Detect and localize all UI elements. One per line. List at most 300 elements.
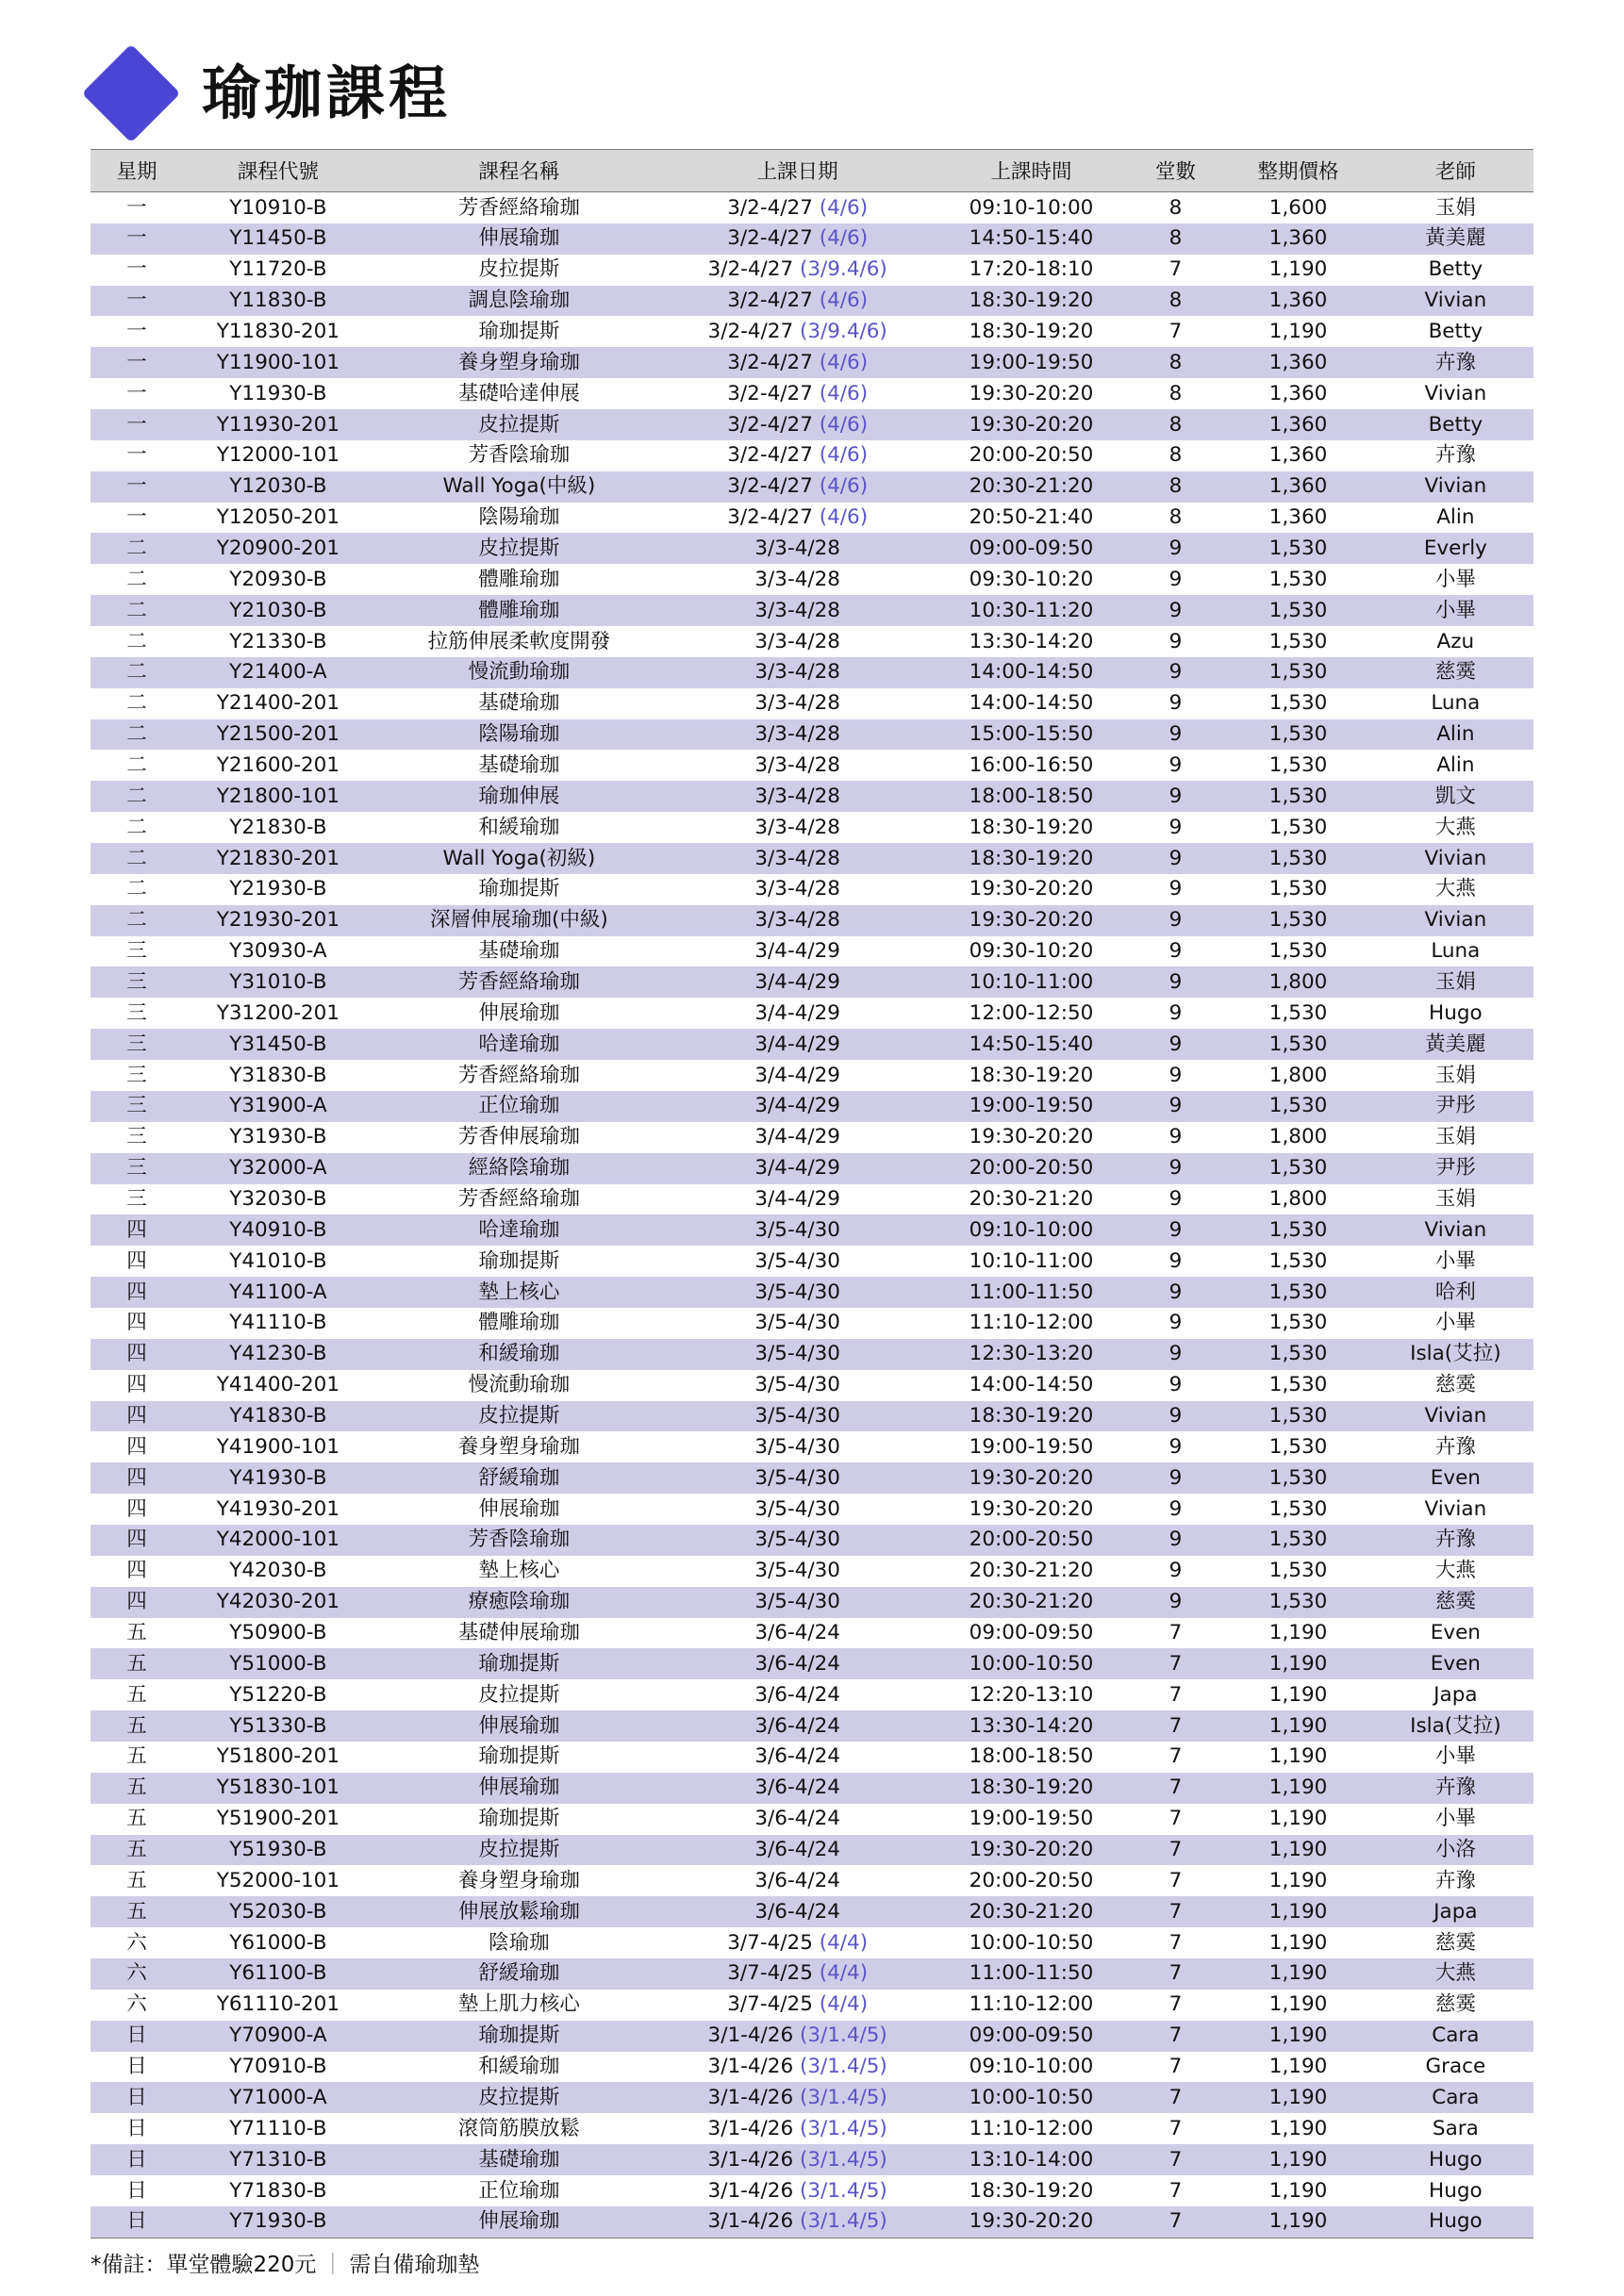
cell-time: 12:30-13:20 bbox=[930, 1339, 1132, 1370]
cell-count: 9 bbox=[1133, 1091, 1219, 1122]
date-range: 3/2-4/27 bbox=[727, 350, 813, 374]
cell-day: 一 bbox=[91, 503, 183, 534]
date-exception-note: (3/9.4/6) bbox=[793, 319, 887, 343]
cell-code: Y51830-101 bbox=[183, 1773, 373, 1804]
cell-teacher: 卉豫 bbox=[1378, 1525, 1533, 1556]
cell-date bbox=[665, 966, 931, 998]
cell-price: 1,190 bbox=[1218, 2021, 1377, 2052]
table-row bbox=[91, 657, 1533, 688]
cell-teacher: 黃美麗 bbox=[1378, 1029, 1533, 1060]
cell-count: 9 bbox=[1133, 874, 1219, 905]
cell-name: 芳香陰瑜珈 bbox=[373, 1525, 665, 1556]
cell-teacher: Hugo bbox=[1378, 2206, 1533, 2238]
cell-price: 1,800 bbox=[1218, 1060, 1377, 1091]
table-row bbox=[91, 255, 1533, 286]
column-header-code: 課程代號 bbox=[183, 150, 373, 192]
cell-count: 9 bbox=[1133, 812, 1219, 843]
table-row bbox=[91, 1370, 1533, 1401]
date-range: 3/5-4/30 bbox=[754, 1248, 840, 1273]
cell-price: 1,190 bbox=[1218, 255, 1377, 286]
cell-day: 二 bbox=[91, 781, 183, 812]
date-range: 3/3-4/28 bbox=[754, 877, 840, 901]
cell-count: 9 bbox=[1133, 966, 1219, 998]
date-range: 3/3-4/28 bbox=[754, 536, 840, 560]
date-range: 3/5-4/30 bbox=[754, 1311, 840, 1335]
date-range: 3/4-4/29 bbox=[754, 939, 840, 964]
cell-time: 19:30-20:20 bbox=[930, 1835, 1132, 1866]
cell-code: Y41930-B bbox=[183, 1462, 373, 1494]
page-title: 瑜珈課程 bbox=[202, 58, 452, 127]
date-range: 3/7-4/25 bbox=[727, 1992, 813, 2017]
cell-code: Y11450-B bbox=[183, 223, 373, 255]
date-range: 3/5-4/30 bbox=[754, 1404, 840, 1429]
cell-code: Y71000-A bbox=[183, 2082, 373, 2113]
cell-name: 伸展瑜珈 bbox=[373, 2206, 665, 2238]
cell-price: 1,530 bbox=[1218, 1431, 1377, 1462]
cell-day: 日 bbox=[91, 2144, 183, 2175]
table-row bbox=[91, 1401, 1533, 1432]
date-range: 3/3-4/28 bbox=[754, 598, 840, 622]
cell-day: 二 bbox=[91, 812, 183, 843]
cell-date bbox=[665, 471, 931, 503]
cell-time: 18:30-19:20 bbox=[930, 1401, 1132, 1432]
cell-name: 養身塑身瑜珈 bbox=[373, 1431, 665, 1462]
table-row bbox=[91, 503, 1533, 534]
cell-code: Y30930-A bbox=[183, 936, 373, 967]
table-body bbox=[91, 192, 1533, 2238]
cell-price: 1,190 bbox=[1218, 1896, 1377, 1927]
cell-code: Y51900-201 bbox=[183, 1804, 373, 1835]
cell-price: 1,530 bbox=[1218, 1308, 1377, 1339]
cell-day: 三 bbox=[91, 966, 183, 998]
date-exception-note: (3/1.4/5) bbox=[793, 2116, 887, 2140]
date-range: 3/3-4/28 bbox=[754, 660, 840, 685]
cell-teacher: Alin bbox=[1378, 750, 1533, 781]
cell-time: 20:30-21:20 bbox=[930, 471, 1132, 503]
footnote-left: *備註：單堂體驗220元 bbox=[91, 2252, 317, 2277]
cell-teacher: 小畢 bbox=[1378, 1246, 1533, 1277]
cell-date bbox=[665, 533, 931, 564]
table-row bbox=[91, 812, 1533, 843]
cell-name: 療癒陰瑜珈 bbox=[373, 1587, 665, 1618]
cell-count: 7 bbox=[1133, 255, 1219, 286]
table-header-row bbox=[91, 150, 1533, 192]
table-row bbox=[91, 409, 1533, 440]
cell-count: 7 bbox=[1133, 2144, 1219, 2175]
cell-count: 9 bbox=[1133, 688, 1219, 719]
cell-time: 10:00-10:50 bbox=[930, 1927, 1132, 1958]
cell-count: 9 bbox=[1133, 657, 1219, 688]
cell-time: 19:30-20:20 bbox=[930, 874, 1132, 905]
date-range: 3/1-4/26 bbox=[707, 2147, 794, 2172]
cell-date bbox=[665, 812, 931, 843]
cell-date bbox=[665, 874, 931, 905]
cell-time: 14:00-14:50 bbox=[930, 1370, 1132, 1401]
cell-count: 7 bbox=[1133, 1990, 1219, 2021]
cell-code: Y20900-201 bbox=[183, 533, 373, 564]
cell-price: 1,530 bbox=[1218, 1091, 1377, 1122]
date-range: 3/2-4/27 bbox=[727, 412, 813, 437]
cell-name: 墊上肌力核心 bbox=[373, 1990, 665, 2021]
date-exception-note: (4/6) bbox=[812, 350, 869, 374]
cell-count: 9 bbox=[1133, 1401, 1219, 1432]
cell-price: 1,360 bbox=[1218, 440, 1377, 471]
cell-count: 9 bbox=[1133, 533, 1219, 564]
cell-code: Y41110-B bbox=[183, 1308, 373, 1339]
date-range: 3/6-4/24 bbox=[754, 1744, 840, 1769]
cell-price: 1,800 bbox=[1218, 966, 1377, 998]
cell-price: 1,190 bbox=[1218, 1710, 1377, 1742]
date-range: 3/2-4/27 bbox=[727, 289, 813, 313]
cell-code: Y71930-B bbox=[183, 2206, 373, 2238]
table-row bbox=[91, 998, 1533, 1029]
table-row bbox=[91, 1710, 1533, 1742]
cell-time: 19:30-20:20 bbox=[930, 1462, 1132, 1494]
cell-teacher: 小畢 bbox=[1378, 595, 1533, 626]
cell-name: 伸展瑜珈 bbox=[373, 223, 665, 255]
date-range: 3/2-4/27 bbox=[727, 195, 813, 220]
cell-date bbox=[665, 192, 931, 223]
cell-day: 四 bbox=[91, 1587, 183, 1618]
cell-count: 9 bbox=[1133, 1122, 1219, 1153]
cell-name: 皮拉提斯 bbox=[373, 1835, 665, 1866]
cell-code: Y11830-B bbox=[183, 286, 373, 317]
cell-price: 1,530 bbox=[1218, 688, 1377, 719]
page-header bbox=[91, 58, 1533, 128]
cell-count: 7 bbox=[1133, 316, 1219, 347]
column-header-time: 上課時間 bbox=[930, 150, 1132, 192]
cell-date bbox=[665, 1896, 931, 1927]
cell-count: 9 bbox=[1133, 1184, 1219, 1215]
table-row bbox=[91, 1648, 1533, 1679]
cell-time: 19:00-19:50 bbox=[930, 347, 1132, 378]
cell-price: 1,800 bbox=[1218, 1122, 1377, 1153]
cell-count: 9 bbox=[1133, 1214, 1219, 1246]
table-row bbox=[91, 1122, 1533, 1153]
date-range: 3/3-4/28 bbox=[754, 752, 840, 777]
cell-price: 1,600 bbox=[1218, 192, 1377, 223]
date-exception-note: (3/1.4/5) bbox=[793, 2055, 887, 2079]
cell-count: 8 bbox=[1133, 192, 1219, 223]
cell-day: 四 bbox=[91, 1462, 183, 1494]
cell-code: Y31200-201 bbox=[183, 998, 373, 1029]
cell-teacher: 慈霙 bbox=[1378, 1587, 1533, 1618]
date-range: 3/2-4/27 bbox=[727, 443, 813, 468]
cell-code: Y51930-B bbox=[183, 1835, 373, 1866]
cell-date bbox=[665, 1339, 931, 1370]
cell-teacher: 慈霙 bbox=[1378, 1990, 1533, 2021]
cell-date bbox=[665, 1494, 931, 1525]
cell-day: 一 bbox=[91, 255, 183, 286]
cell-count: 8 bbox=[1133, 503, 1219, 534]
cell-time: 13:30-14:20 bbox=[930, 626, 1132, 657]
table-row bbox=[91, 1029, 1533, 1060]
cell-count: 9 bbox=[1133, 1525, 1219, 1556]
cell-time: 19:30-20:20 bbox=[930, 1494, 1132, 1525]
cell-date bbox=[665, 1401, 931, 1432]
cell-day: 五 bbox=[91, 1804, 183, 1835]
date-range: 3/4-4/29 bbox=[754, 1156, 840, 1181]
cell-date bbox=[665, 1927, 931, 1958]
cell-teacher: Cara bbox=[1378, 2021, 1533, 2052]
cell-name: Wall Yoga(中級) bbox=[373, 471, 665, 503]
cell-day: 三 bbox=[91, 1029, 183, 1060]
cell-teacher: 小畢 bbox=[1378, 1308, 1533, 1339]
cell-date bbox=[665, 564, 931, 595]
cell-date bbox=[665, 409, 931, 440]
table-row bbox=[91, 2144, 1533, 2175]
cell-time: 18:30-19:20 bbox=[930, 812, 1132, 843]
cell-name: 芳香經絡瑜珈 bbox=[373, 1060, 665, 1091]
cell-date bbox=[665, 2021, 931, 2052]
cell-name: 深層伸展瑜珈(中級) bbox=[373, 905, 665, 936]
cell-name: 伸展瑜珈 bbox=[373, 1773, 665, 1804]
date-range: 3/6-4/24 bbox=[754, 1899, 840, 1924]
cell-name: 瑜珈提斯 bbox=[373, 1742, 665, 1773]
date-range: 3/6-4/24 bbox=[754, 1621, 840, 1645]
cell-time: 18:30-19:20 bbox=[930, 843, 1132, 874]
cell-day: 四 bbox=[91, 1556, 183, 1587]
cell-price: 1,530 bbox=[1218, 1494, 1377, 1525]
cell-price: 1,530 bbox=[1218, 1214, 1377, 1246]
cell-count: 7 bbox=[1133, 2021, 1219, 2052]
cell-code: Y21400-201 bbox=[183, 688, 373, 719]
cell-code: Y61000-B bbox=[183, 1927, 373, 1958]
table-row bbox=[91, 936, 1533, 967]
cell-code: Y41930-201 bbox=[183, 1494, 373, 1525]
cell-price: 1,530 bbox=[1218, 657, 1377, 688]
cell-count: 9 bbox=[1133, 1153, 1219, 1184]
table-row bbox=[91, 1246, 1533, 1277]
date-exception-note: (3/1.4/5) bbox=[793, 2147, 887, 2172]
date-range: 3/3-4/28 bbox=[754, 629, 840, 653]
cell-teacher: 尹彤 bbox=[1378, 1091, 1533, 1122]
cell-name: 基礎瑜珈 bbox=[373, 688, 665, 719]
cell-day: 一 bbox=[91, 409, 183, 440]
cell-count: 7 bbox=[1133, 1773, 1219, 1804]
cell-code: Y21930-201 bbox=[183, 905, 373, 936]
cell-date bbox=[665, 440, 931, 471]
cell-count: 7 bbox=[1133, 1710, 1219, 1742]
cell-day: 二 bbox=[91, 626, 183, 657]
date-range: 3/5-4/30 bbox=[754, 1465, 840, 1490]
cell-date bbox=[665, 2175, 931, 2206]
table-row bbox=[91, 1990, 1533, 2021]
cell-code: Y31830-B bbox=[183, 1060, 373, 1091]
cell-teacher: Even bbox=[1378, 1648, 1533, 1679]
cell-price: 1,190 bbox=[1218, 1927, 1377, 1958]
cell-price: 1,530 bbox=[1218, 1339, 1377, 1370]
cell-count: 7 bbox=[1133, 1958, 1219, 1990]
cell-name: 經絡陰瑜珈 bbox=[373, 1153, 665, 1184]
cell-teacher: 大燕 bbox=[1378, 874, 1533, 905]
cell-day: 六 bbox=[91, 1927, 183, 1958]
date-exception-note: (4/6) bbox=[812, 195, 869, 220]
cell-time: 18:30-19:20 bbox=[930, 286, 1132, 317]
table-row bbox=[91, 781, 1533, 812]
cell-teacher: 卉豫 bbox=[1378, 1865, 1533, 1896]
cell-day: 五 bbox=[91, 1710, 183, 1742]
cell-count: 8 bbox=[1133, 347, 1219, 378]
cell-teacher: 卉豫 bbox=[1378, 1773, 1533, 1804]
table-row bbox=[91, 1958, 1533, 1990]
cell-date bbox=[665, 1804, 931, 1835]
cell-date bbox=[665, 1958, 931, 1990]
cell-day: 五 bbox=[91, 1648, 183, 1679]
cell-time: 16:00-16:50 bbox=[930, 750, 1132, 781]
cell-count: 8 bbox=[1133, 409, 1219, 440]
cell-code: Y21500-201 bbox=[183, 719, 373, 751]
cell-count: 9 bbox=[1133, 595, 1219, 626]
cell-day: 二 bbox=[91, 595, 183, 626]
cell-day: 四 bbox=[91, 1308, 183, 1339]
cell-teacher: Japa bbox=[1378, 1679, 1533, 1710]
cell-teacher: Vivian bbox=[1378, 905, 1533, 936]
cell-count: 9 bbox=[1133, 1277, 1219, 1308]
date-range: 3/5-4/30 bbox=[754, 1280, 840, 1304]
cell-time: 11:10-12:00 bbox=[930, 2113, 1132, 2144]
cell-price: 1,530 bbox=[1218, 905, 1377, 936]
cell-name: 墊上核心 bbox=[373, 1277, 665, 1308]
cell-teacher: Betty bbox=[1378, 316, 1533, 347]
cell-count: 9 bbox=[1133, 1556, 1219, 1587]
cell-count: 9 bbox=[1133, 1308, 1219, 1339]
column-header-price: 整期價格 bbox=[1218, 150, 1377, 192]
cell-time: 09:00-09:50 bbox=[930, 2021, 1132, 2052]
table-row bbox=[91, 286, 1533, 317]
cell-name: 皮拉提斯 bbox=[373, 1401, 665, 1432]
cell-code: Y70910-B bbox=[183, 2052, 373, 2083]
column-header-date: 上課日期 bbox=[665, 150, 931, 192]
column-header-teacher: 老師 bbox=[1378, 150, 1533, 192]
cell-day: 四 bbox=[91, 1370, 183, 1401]
cell-count: 8 bbox=[1133, 223, 1219, 255]
cell-teacher: Cara bbox=[1378, 2082, 1533, 2113]
cell-name: 芳香經絡瑜珈 bbox=[373, 966, 665, 998]
cell-name: 皮拉提斯 bbox=[373, 409, 665, 440]
cell-date bbox=[665, 719, 931, 751]
cell-teacher: Betty bbox=[1378, 255, 1533, 286]
cell-name: 滾筒筋膜放鬆 bbox=[373, 2113, 665, 2144]
cell-time: 10:10-11:00 bbox=[930, 966, 1132, 998]
cell-day: 二 bbox=[91, 564, 183, 595]
cell-day: 二 bbox=[91, 719, 183, 751]
date-range: 3/4-4/29 bbox=[754, 969, 840, 994]
cell-teacher: 慈霙 bbox=[1378, 1370, 1533, 1401]
cell-count: 7 bbox=[1133, 1804, 1219, 1835]
table-row bbox=[91, 1431, 1533, 1462]
cell-teacher: Grace bbox=[1378, 2052, 1533, 2083]
date-exception-note: (4/6) bbox=[812, 505, 869, 530]
cell-teacher: Hugo bbox=[1378, 2175, 1533, 2206]
cell-code: Y21930-B bbox=[183, 874, 373, 905]
cell-date bbox=[665, 1742, 931, 1773]
cell-code: Y10910-B bbox=[183, 192, 373, 223]
cell-count: 9 bbox=[1133, 750, 1219, 781]
table-row bbox=[91, 1927, 1533, 1958]
date-range: 3/5-4/30 bbox=[754, 1590, 840, 1614]
cell-time: 11:10-12:00 bbox=[930, 1308, 1132, 1339]
table-row bbox=[91, 1462, 1533, 1494]
table-row bbox=[91, 1679, 1533, 1710]
cell-time: 10:30-11:20 bbox=[930, 595, 1132, 626]
table-row bbox=[91, 905, 1533, 936]
cell-name: 基礎瑜珈 bbox=[373, 750, 665, 781]
date-range: 3/4-4/29 bbox=[754, 1187, 840, 1211]
cell-code: Y41830-B bbox=[183, 1401, 373, 1432]
cell-price: 1,530 bbox=[1218, 533, 1377, 564]
cell-time: 09:00-09:50 bbox=[930, 533, 1132, 564]
cell-price: 1,190 bbox=[1218, 1648, 1377, 1679]
column-header-count: 堂數 bbox=[1133, 150, 1219, 192]
cell-date bbox=[665, 1060, 931, 1091]
cell-day: 日 bbox=[91, 2082, 183, 2113]
cell-code: Y42030-B bbox=[183, 1556, 373, 1587]
date-range: 3/2-4/27 bbox=[707, 319, 794, 343]
cell-code: Y71110-B bbox=[183, 2113, 373, 2144]
cell-time: 19:00-19:50 bbox=[930, 1804, 1132, 1835]
cell-code: Y41400-201 bbox=[183, 1370, 373, 1401]
cell-day: 三 bbox=[91, 936, 183, 967]
cell-code: Y41010-B bbox=[183, 1246, 373, 1277]
table-row bbox=[91, 966, 1533, 998]
cell-count: 9 bbox=[1133, 1494, 1219, 1525]
cell-price: 1,530 bbox=[1218, 812, 1377, 843]
cell-day: 五 bbox=[91, 1896, 183, 1927]
cell-day: 六 bbox=[91, 1958, 183, 1990]
cell-date bbox=[665, 1462, 931, 1494]
cell-date bbox=[665, 2082, 931, 2113]
cell-day: 四 bbox=[91, 1277, 183, 1308]
date-range: 3/4-4/29 bbox=[754, 1125, 840, 1149]
cell-date bbox=[665, 1618, 931, 1649]
cell-price: 1,190 bbox=[1218, 1773, 1377, 1804]
cell-day: 五 bbox=[91, 1618, 183, 1649]
cell-price: 1,530 bbox=[1218, 1370, 1377, 1401]
table-row bbox=[91, 192, 1533, 223]
cell-date bbox=[665, 1556, 931, 1587]
cell-date bbox=[665, 1835, 931, 1866]
cell-price: 1,530 bbox=[1218, 626, 1377, 657]
cell-name: 瑜珈提斯 bbox=[373, 1804, 665, 1835]
cell-name: 瑜珈提斯 bbox=[373, 1246, 665, 1277]
cell-price: 1,360 bbox=[1218, 223, 1377, 255]
date-range: 3/6-4/24 bbox=[754, 1682, 840, 1707]
cell-teacher: Everly bbox=[1378, 533, 1533, 564]
date-range: 3/6-4/24 bbox=[754, 1776, 840, 1800]
cell-date bbox=[665, 1990, 931, 2021]
cell-count: 8 bbox=[1133, 378, 1219, 409]
cell-code: Y11930-B bbox=[183, 378, 373, 409]
cell-price: 1,530 bbox=[1218, 1029, 1377, 1060]
table-row bbox=[91, 378, 1533, 409]
cell-teacher: 慈霙 bbox=[1378, 657, 1533, 688]
cell-time: 20:00-20:50 bbox=[930, 1865, 1132, 1896]
date-range: 3/6-4/24 bbox=[754, 1838, 840, 1862]
cell-teacher: Vivian bbox=[1378, 1214, 1533, 1246]
table-row bbox=[91, 1742, 1533, 1773]
cell-price: 1,360 bbox=[1218, 378, 1377, 409]
cell-name: 芳香經絡瑜珈 bbox=[373, 1184, 665, 1215]
table-row bbox=[91, 347, 1533, 378]
cell-price: 1,190 bbox=[1218, 1618, 1377, 1649]
cell-date bbox=[665, 1214, 931, 1246]
cell-teacher: Vivian bbox=[1378, 471, 1533, 503]
cell-name: 體雕瑜珈 bbox=[373, 564, 665, 595]
cell-time: 15:00-15:50 bbox=[930, 719, 1132, 751]
cell-teacher: Vivian bbox=[1378, 1401, 1533, 1432]
cell-code: Y40910-B bbox=[183, 1214, 373, 1246]
